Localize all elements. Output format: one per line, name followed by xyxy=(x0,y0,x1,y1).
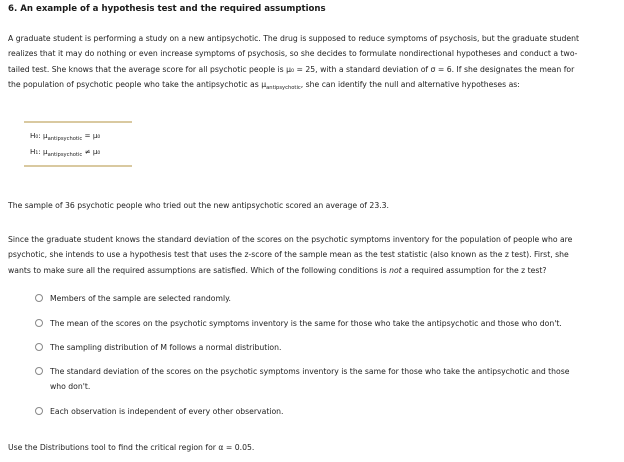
radio-button[interactable] xyxy=(35,294,43,302)
null-hypothesis: H₀: $\mu_{antipsychotic} = \mu_0$ xyxy=(30,131,101,142)
intro-line: A graduate student is performing a study on a new antipsychotic. The drug is supposed to reduce symptoms of psychosis, but the graduate student xyxy=(8,34,579,43)
hypotheses-box xyxy=(24,121,132,167)
radio-button[interactable] xyxy=(35,407,43,415)
hypotheses-top-divider xyxy=(24,121,132,123)
intro-line: realizes that it may do nothing or even increase symptoms of psychosis, so she decides to formulate nondirectional hypotheses and conduct a two- xyxy=(8,49,578,59)
radio-button[interactable] xyxy=(35,367,43,375)
question-paragraph xyxy=(8,232,614,278)
option-label: Members of the sample are selected randomly. xyxy=(50,294,231,303)
option-label: Each observation is independent of every other observation. xyxy=(50,407,284,416)
radio-button[interactable] xyxy=(35,319,43,327)
radio-button[interactable] xyxy=(35,343,43,351)
question-title: 6. An example of a hypothesis test and the required assumptions xyxy=(8,4,326,14)
intro-line: the population of psychotic people who take the antipsychotic as μantipsychotic, she can identify the null and alternative hypotheses as: xyxy=(8,80,520,91)
sample-statement: The sample of 36 psychotic people who tried out the new antipsychotic scored an average of 23.3. xyxy=(8,201,389,210)
hypotheses-bottom-divider xyxy=(24,165,132,167)
question-line: wants to make sure all the required assumptions are satisfied. Which of the following conditions is not a required assumption for the z test? xyxy=(8,265,547,275)
intro-line: tailed test. She knows that the average score for all psychotic people is μ₀ = 25, with a standard deviation of σ = 6. If she designates the mean for xyxy=(8,64,575,74)
footer-instruction: Use the Distributions tool to find the critical region for α = 0.05. xyxy=(8,443,255,452)
option-label: The sampling distribution of M follows a normal distribution. xyxy=(50,343,282,352)
question-line: psychotic, she intends to use a hypothesis test that uses the z-score of the sample mean as the test statistic (also known as the z test). First, she xyxy=(8,250,569,260)
alternative-hypothesis: H₁: $\mu_{antipsychotic} \ne \mu_0$ xyxy=(30,147,101,158)
option-label: The standard deviation of the scores on the psychotic symptoms inventory is the same for those who take the antipsychotic and those who don't. xyxy=(50,367,570,392)
option-label: The mean of the scores on the psychotic symptoms inventory is the same for those who take the antipsychotic and those who don't. xyxy=(50,319,562,328)
question-line: Since the graduate student knows the standard deviation of the scores on the psychotic symptoms inventory for the population of people who are xyxy=(8,235,573,244)
intro-paragraph xyxy=(8,31,614,95)
